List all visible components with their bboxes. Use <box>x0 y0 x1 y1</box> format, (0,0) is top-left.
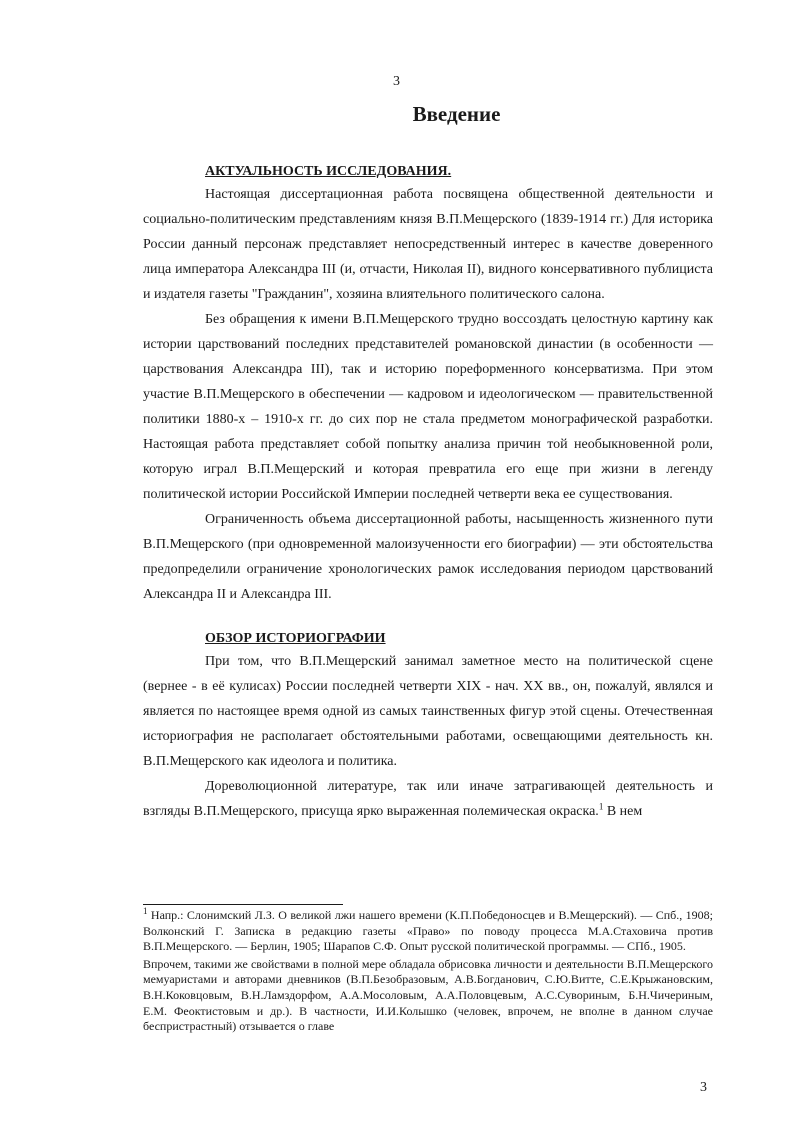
paragraph: Настоящая диссертационная работа посвящена общественной деятельности и социально-политическим представлениям князя В.П.Мещерского (1839-1914 гг.) Для историка России данный персонаж представляет непосредственный интерес в качестве доверенного лица императора Александра III (и, отчасти, Николая II), видного консервативного публициста и издателя газеты "Гражданин", хозяина влиятельного политического салона. <box>143 187 713 302</box>
footnote-ref[interactable]: 1 <box>598 801 604 812</box>
paragraph: Ограниченность объема диссертационной работы, насыщенность жизненного пути В.П.Мещерского (при одновременной малоизученности его биографии) — эти обстоятельства предопределили ограничение хронологических рамок исследования периодом царствований Александра II и Александра III. <box>143 512 713 602</box>
paragraph-tail: В нем <box>603 804 643 819</box>
paragraph-text: Дореволюционной литературе, так или иначе затрагивающей деятельность и взгляды В.П.Мещерского, присуща ярко выраженная полемическая окраска. <box>143 779 713 819</box>
paragraph-with-footnote <box>143 774 713 824</box>
page-number-bottom: 3 <box>700 1080 707 1095</box>
section-heading-historiography: ОБЗОР ИСТОРИОГРАФИИ <box>205 631 386 646</box>
footnote-marker: 1 <box>143 906 148 916</box>
paragraph: Без обращения к имени В.П.Мещерского трудно воссоздать целостную картину как истории царствований последних представителей романовской династии (в особенности — царствования Александра III), так и историю пореформенного консерватизма. При этом участие В.П.Мещерского в обеспечении — кадровом и идеологическом — правительственной политики 1880-х – 1910-х гг. до сих пор не стала предметом монографической разработки. Настоящая работа представляет собой попытку анализа причин той необыкновенной роли, которую играл В.П.Мещерский и которая превратила его еще при жизни в легенду политической истории Российской Империи последней четверти века ее существования. <box>143 312 713 502</box>
footnotes <box>143 908 713 1035</box>
footnote-text: Напр.: Слонимский Л.З. О великой лжи нашего времени (К.П.Победоносцев и В.Мещерский). — Спб., 1908; Волконский Г. Записка в редакцию газеты «Право» по поводу процесса М.А.Стаховича против В.П.Мещерского. — Берлин, 1905; Шарапов С.Ф. Опыт русской политической программы. — СПб., 1905. <box>143 908 713 954</box>
section-heading-relevance: АКТУАЛЬНОСТЬ ИССЛЕДОВАНИЯ. <box>205 164 452 179</box>
main-text <box>143 158 713 824</box>
footnote-1 <box>143 908 713 955</box>
page-number-top: 3 <box>393 74 400 89</box>
page-title: Введение <box>412 102 501 126</box>
footnote-divider <box>143 904 343 905</box>
paragraph: При том, что В.П.Мещерский занимал заметное место на политической сцене (вернее - в её кулисах) России последней четверти XIX - нач. XX вв., он, пожалуй, являлся и является по настоящее время одной из самых таинственных фигур этой сцены. Отечественная историография не располагает обстоятельными работами, освещающими деятельность кн. В.П.Мещерского как идеолога и политика. <box>143 654 713 769</box>
footnote-continuation: Впрочем, такими же свойствами в полной мере обладала обрисовка личности и деятельности В.П.Мещерского мемуаристами и авторами дневников (В.П.Безобразовым, А.В.Богданович, С.Ю.Витте, С.Е.Крыжановским, В.Н.Коковцовым, В.Н.Ламздорфом, А.А.Мосоловым, А.А.Половцевым, А.С.Сувориным, Б.Н.Чичериным, Е.М. Феоктистовым и др.). В частности, И.И.Колышко (человек, впрочем, не вполне в данном случае беспристрастный) отзывается о главе <box>143 956 713 1034</box>
